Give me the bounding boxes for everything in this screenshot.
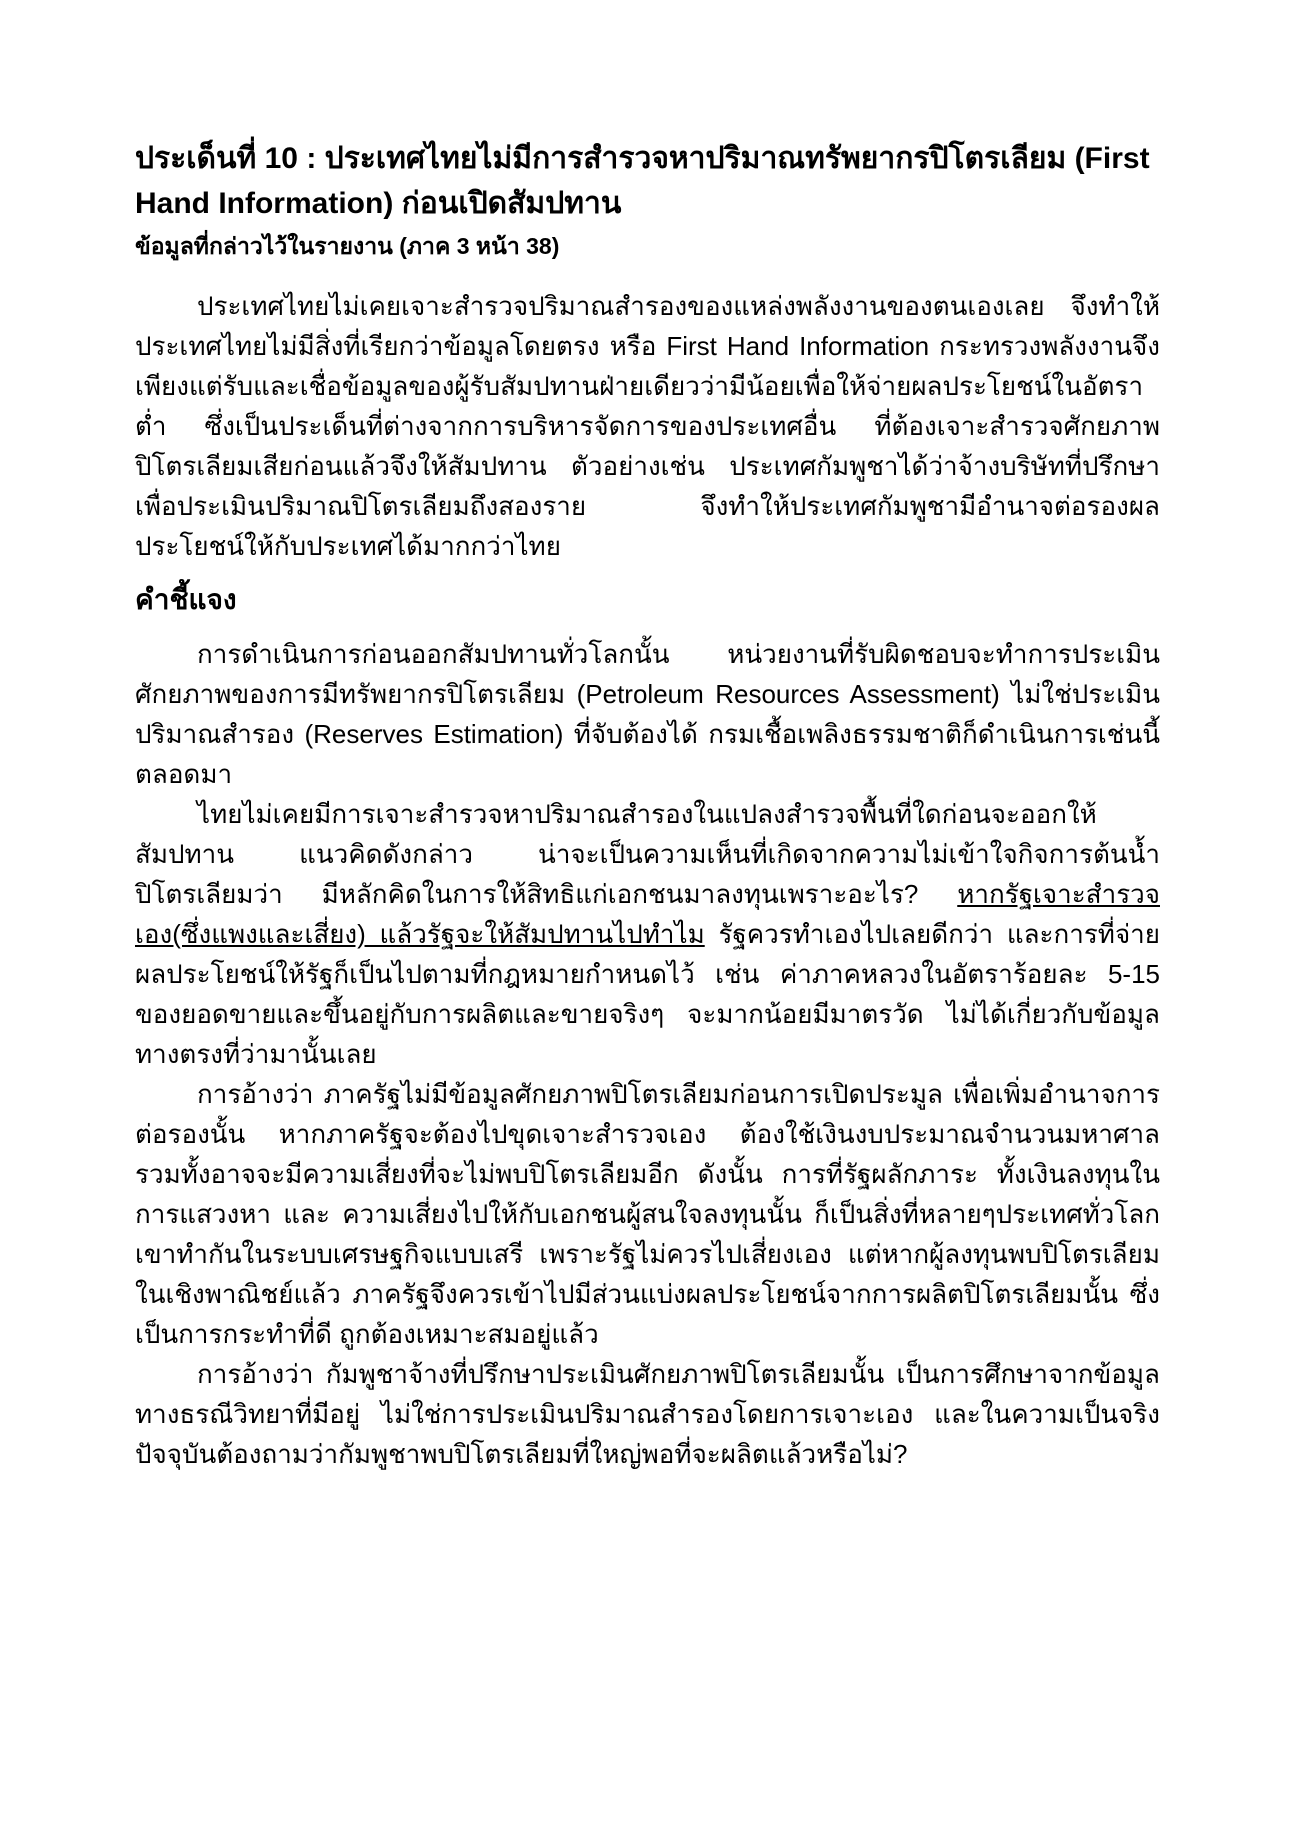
page-title: ประเด็นที่ 10 : ประเทศไทยไม่มีการสำรวจหาปริมาณทรัพยากรปิโตรเลียม (First Hand Information) ก่อนเปิดสัมปทาน: [135, 142, 1150, 220]
clarification-paragraph-2: [135, 794, 1160, 1074]
clarification-heading: คำชี้แจง: [135, 584, 237, 615]
intro-paragraph: ประเทศไทยไม่เคยเจาะสำรวจปริมาณสำรองของแหล่งพลังงานของตนเองเลย จึงทำให้ประเทศไทยไม่มีสิ่งที่เรียกว่าข้อมูลโดยตรง หรือ First Hand Information กระทรวงพลังงานจึงเพียงแต่รับและเชื่อข้อมูลของผู้รับสัมปทานฝ่ายเดียวว่ามีน้อยเพื่อให้จ่ายผลประโยชน์ในอัตราต่ำ ซึ่งเป็นประเด็นที่ต่างจากการบริหารจัดการของประเทศอื่น ที่ต้องเจาะสำรวจศักยภาพปิโตรเลียมเสียก่อนแล้วจึงให้สัมปทาน ตัวอย่างเช่น ประเทศกัมพูชาได้ว่าจ้างบริษัทที่ปรึกษาเพื่อประเมินปริมาณปิโตรเลียมถึงสองราย จึงทำให้ประเทศกัมพูชามีอำนาจต่อรองผลประโยชน์ให้กับประเทศได้มากกว่าไทย: [135, 291, 1160, 561]
underlined-emphasis: หากรัฐเจาะสำรวจเอง(ซึ่งแพงและเสี่ยง) แล้วรัฐจะให้สัมปทานไปทำไม: [135, 879, 1160, 949]
paragraph-2-text-after: รัฐควรทำเองไปเลยดีกว่า และการที่จ่ายผลประโยชน์ให้รัฐก็เป็นไปตามที่กฎหมายกำหนดไว้ เช่น ค่าภาคหลวงในอัตราร้อยละ 5-15 ของยอดขายและขึ้นอยู่กับการผลิตและขายจริงๆ จะมากน้อยมีมาตรวัด ไม่ได้เกี่ยวกับข้อมูลทางตรงที่ว่ามานั้นเลย: [135, 919, 1161, 1069]
clarification-paragraph-1: การดำเนินการก่อนออกสัมปทานทั่วโลกนั้น หน่วยงานที่รับผิดชอบจะทำการประเมินศักยภาพของการมีทรัพยากรปิโตรเลียม (Petroleum Resources Assessment) ไม่ใช่ประเมินปริมาณสำรอง (Reserves Estimation) ที่จับต้องได้ กรมเชื้อเพลิงธรรมชาติก็ดำเนินการเช่นนี้ตลอดมา: [135, 639, 1160, 789]
report-reference-line: ข้อมูลที่กล่าวไว้ในรายงาน (ภาค 3 หน้า 38): [135, 233, 560, 259]
paragraph-2-text-before: ไทยไม่เคยมีการเจาะสำรวจหาปริมาณสำรองในแปลงสำรวจพื้นที่ใดก่อนจะออกให้สัมปทาน แนวคิดดังกล่าว น่าจะเป็นความเห็นที่เกิดจากความไม่เข้าใจกิจการต้นน้ำปิโตรเลียมว่า มีหลักคิดในการให้สิทธิแก่เอกชนมาลงทุนเพราะอะไร?: [135, 799, 1160, 909]
clarification-paragraph-3: การอ้างว่า ภาครัฐไม่มีข้อมูลศักยภาพปิโตรเลียมก่อนการเปิดประมูล เพื่อเพิ่มอำนาจการต่อรองนั้น หากภาครัฐจะต้องไปขุดเจาะสำรวจเอง ต้องใช้เงินงบประมาณจำนวนมหาศาล รวมทั้งอาจจะมีความเสี่ยงที่จะไม่พบปิโตรเลียมอีก ดังนั้น การที่รัฐผลักภาระ ทั้งเงินลงทุนในการแสวงหา และ ความเสี่ยงไปให้กับเอกชนผู้สนใจลงทุนนั้น ก็เป็นสิ่งที่หลายๆประเทศทั่วโลกเขาทำกันในระบบเศรษฐกิจแบบเสรี เพราะรัฐไม่ควรไปเสี่ยงเอง แต่หากผู้ลงทุนพบปิโตรเลียมในเชิงพาณิชย์แล้ว ภาครัฐจึงควรเข้าไปมีส่วนแบ่งผลประโยชน์จากการผลิตปิโตรเลียมนั้น ซึ่งเป็นการกระทำที่ดี ถูกต้องเหมาะสมอยู่แล้ว: [135, 1079, 1160, 1349]
clarification-paragraph-4: การอ้างว่า กัมพูชาจ้างที่ปรึกษาประเมินศักยภาพปิโตรเลียมนั้น เป็นการศึกษาจากข้อมูลทางธรณีวิทยาที่มีอยู่ ไม่ใช่การประเมินปริมาณสำรองโดยการเจาะเอง และในความเป็นจริง ปัจจุบันต้องถามว่ากัมพูชาพบปิโตรเลียมที่ใหญ่พอที่จะผลิตแล้วหรือไม่?: [135, 1359, 1160, 1469]
